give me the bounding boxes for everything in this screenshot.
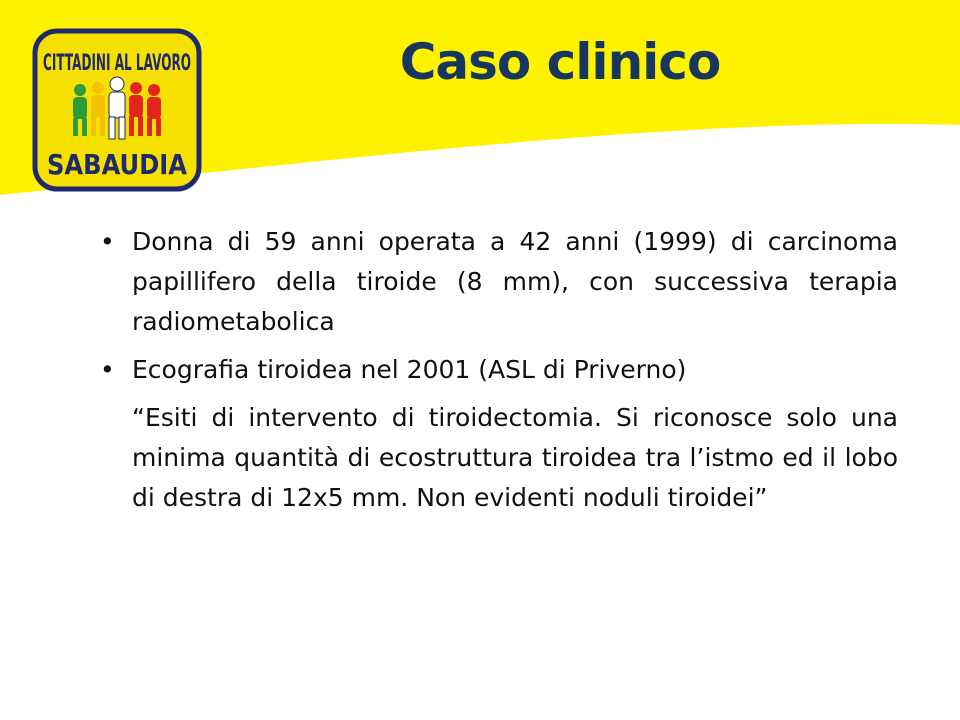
bullet-text: Ecografia tiroidea nel 2001 (ASL di Priverno)	[132, 355, 687, 384]
bullet-text: Donna di 59 anni operata a 42 anni (1999) di carcinoma papillifero della tiroide (8 mm), con successiva terapia radiometabolica	[132, 227, 898, 336]
bullet-marker: •	[100, 227, 115, 256]
slide-content	[100, 222, 898, 518]
cittadini-al-lavoro-logo	[32, 28, 202, 192]
slide-title: Caso clinico	[399, 33, 721, 91]
bullet-item	[100, 350, 898, 390]
ultrasound-report-quote: “Esiti di intervento di tiroidectomia. Si riconosce solo una minima quantità di ecostruttura tiroidea tra l’istmo ed il lobo di destra di 12x5 mm. Non evidenti noduli tiroidei”	[132, 403, 898, 512]
logo-top-text: CITTADINI AL LAVORO	[43, 51, 191, 76]
logo-bottom-text: SABAUDIA	[47, 148, 188, 181]
logo-graphic	[32, 28, 202, 192]
bullet-item	[100, 222, 898, 342]
bullet-marker: •	[100, 355, 115, 384]
